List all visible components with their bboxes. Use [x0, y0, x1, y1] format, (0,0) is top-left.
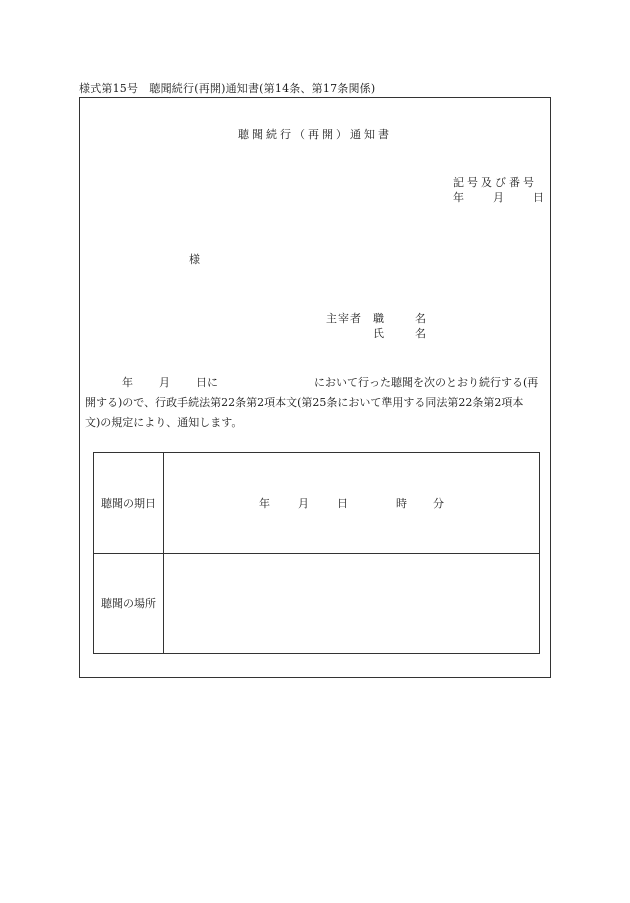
hearing-day-label: 日	[337, 496, 348, 510]
sender-name-row	[326, 326, 436, 341]
hearing-place-label: 聴聞の場所	[94, 553, 164, 654]
hearing-place-value	[164, 553, 540, 654]
reference-date	[453, 190, 544, 205]
hearing-month-label: 月	[298, 496, 309, 510]
hearing-date-label: 聴聞の期日	[94, 453, 164, 554]
sender-post-row	[326, 311, 436, 326]
addressee-honorific: 様	[189, 253, 200, 266]
hearing-place-row	[94, 553, 540, 654]
sender-block	[326, 311, 436, 341]
hearing-minute-label: 分	[433, 496, 444, 510]
reference-block	[453, 175, 544, 205]
sender-post-label: 職 名	[373, 312, 436, 325]
notice-body	[85, 373, 547, 433]
document-title: 聴聞続行（再開）通知書	[238, 128, 392, 141]
hearing-year-label: 年	[259, 496, 270, 510]
hearing-info-table	[93, 452, 540, 654]
body-line-2: 開する)ので、行政手続法第22条第2項本文(第25条において準用する同法第22条第2項本	[85, 396, 524, 409]
hearing-date-value	[164, 453, 540, 554]
form-caption: 様式第15号 聴聞続行(再開)通知書(第14条、第17条関係)	[79, 82, 376, 95]
body-day-label: 日に	[196, 376, 218, 389]
sender-role: 主宰者	[326, 312, 362, 325]
notice-frame	[79, 97, 551, 678]
body-phrase-1: において行った聴聞を次のとおり続行する(再	[314, 376, 539, 389]
body-line-3: 文)の規定により、通知します。	[85, 416, 243, 429]
hearing-date-row	[94, 453, 540, 554]
hearing-hour-label: 時	[396, 496, 407, 510]
reference-year-label: 年	[453, 191, 464, 204]
body-month-label: 月	[159, 376, 170, 389]
reference-day-label: 日	[533, 191, 544, 204]
body-line-1	[85, 373, 547, 393]
reference-month-label: 月	[493, 191, 504, 204]
reference-number-label: 記号及び番号	[453, 176, 537, 189]
body-year-label: 年	[122, 376, 133, 389]
sender-name-label: 氏 名	[373, 327, 436, 340]
